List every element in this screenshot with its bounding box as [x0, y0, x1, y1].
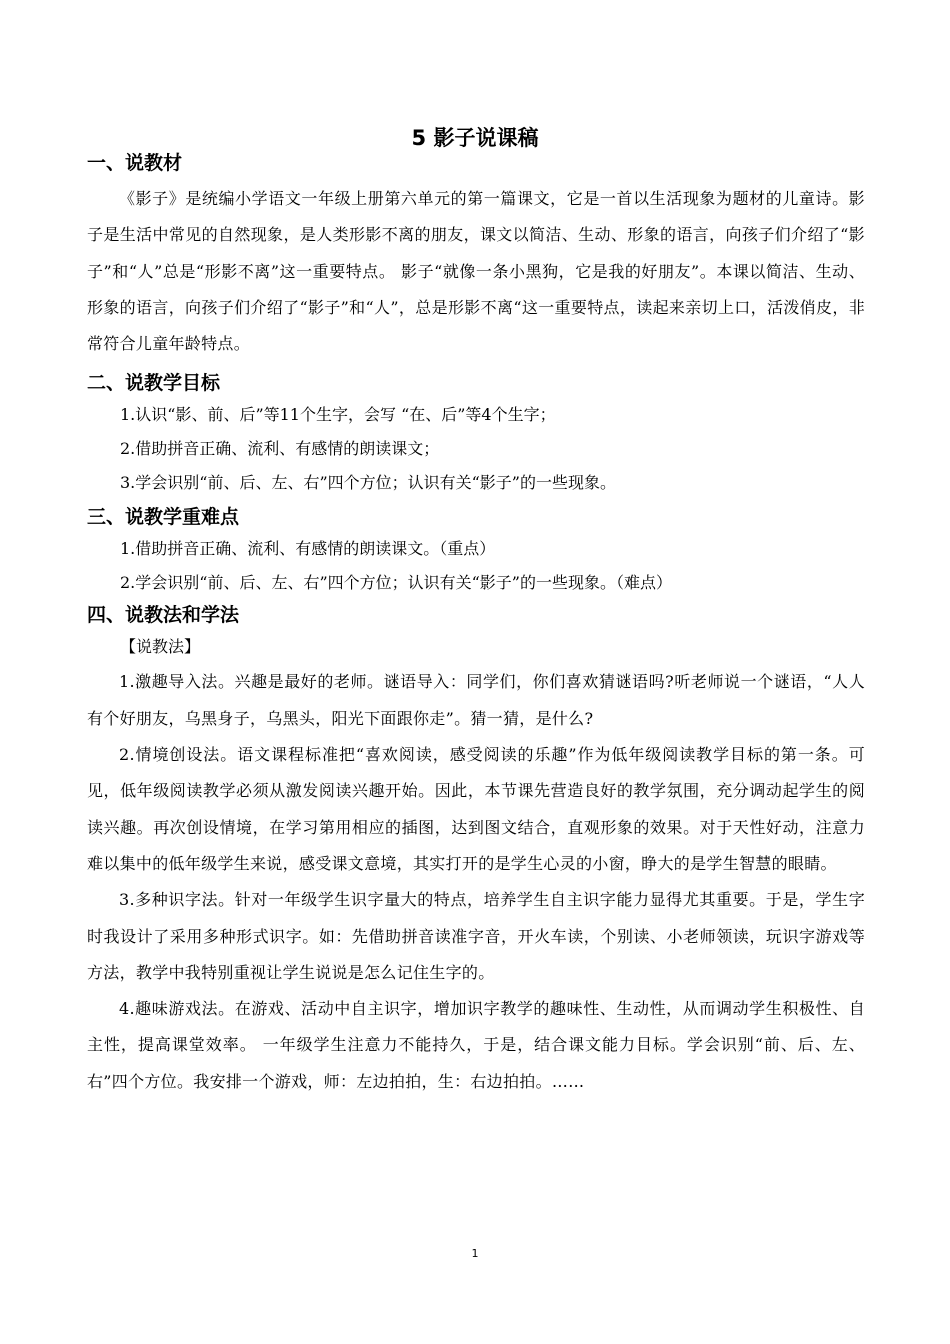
section-heading-key-points: 三、说教学重难点 [87, 506, 240, 529]
method-paragraph: 4.趣味游戏法。在游戏、活动中自主识字，增加识字教学的趣味性、生动性，从而调动学生积极性、自主性，提高课堂效率。 一年级学生注意力不能持久，于是，结合课文能力目标。学会识别“前、后、左、右”四个方位。我安排一个游戏，师：左边拍拍，生：右边拍拍。…… [87, 999, 865, 1091]
key-point-item: 2.学会识别“前、后、左、右”四个方位；认识有关“影子”的一些现象。（难点） [120, 573, 672, 593]
objective-item: 1.认识“影、前、后”等11个生字，会写 “在、后”等4个生字； [120, 405, 556, 425]
objective-item: 3.学会识别“前、后、左、右”四个方位；认识有关“影子”的一些现象。 [120, 473, 616, 493]
document-body [87, 148, 865, 1100]
section-heading-methods: 四、说教法和学法 [87, 604, 240, 627]
section-paragraph-textbook: 《影子》是统编小学语文一年级上册第六单元的第一篇课文，它是一首以生活现象为题材的儿童诗。影子是生活中常见的自然现象，是人类形影不离的朋友，课文以简洁、生动、形象的语言，向孩子们介绍了“影子”和“人”总是“形影不离”这一重要特点。 影子“就像一条小黑狗，它是我的好朋友”。本课以简洁、生动、形象的语言，向孩子们介绍了“影子”和“人”，总是形影不离“这一重要特点，读起来亲切上口，活泼俏皮，非常符合儿童年龄特点。 [87, 189, 865, 354]
page-number: 1 [471, 1247, 479, 1260]
methods-subheading: 【说教法】 [120, 637, 201, 657]
method-paragraph: 1.激趣导入法。兴趣是最好的老师。谜语导入：同学们，你们喜欢猜谜语吗?听老师说一个谜语，“人人有个好朋友，乌黑身子，乌黑头，阳光下面跟你走”。猜一猜，是什么? [87, 672, 865, 728]
document-title: 5 影子说课稿 [411, 126, 539, 150]
objective-item: 2.借助拼音正确、流利、有感情的朗读课文； [120, 439, 440, 459]
section-heading-objectives: 二、说教学目标 [87, 372, 221, 395]
method-paragraph: 2.情境创设法。语文课程标准把“喜欢阅读，感受阅读的乐趣”作为低年级阅读教学目标的第一条。可见，低年级阅读教学必须从激发阅读兴趣开始。因此，本节课先营造良好的教学氛围，充分调动起学生的阅读兴趣。再次创设情境，在学习第用相应的插图，达到图文结合，直观形象的效果。对于天性好动，注意力难以集中的低年级学生来说，感受课文意境，其实打开的是学生心灵的小窗，睁大的是学生智慧的眼睛。 [87, 745, 865, 873]
section-heading-textbook: 一、说教材 [87, 152, 183, 174]
key-point-item: 1.借助拼音正确、流利、有感情的朗读课文。（重点） [120, 539, 496, 559]
method-paragraph: 3.多种识字法。针对一年级学生识字量大的特点，培养学生自主识字能力显得尤其重要。于是，学生字时我设计了采用多种形式识字。如：先借助拼音读准字音，开火车读，个别读、小老师领读，玩识字游戏等方法，教学中我特别重视让学生说说是怎么记住生字的。 [87, 890, 865, 982]
